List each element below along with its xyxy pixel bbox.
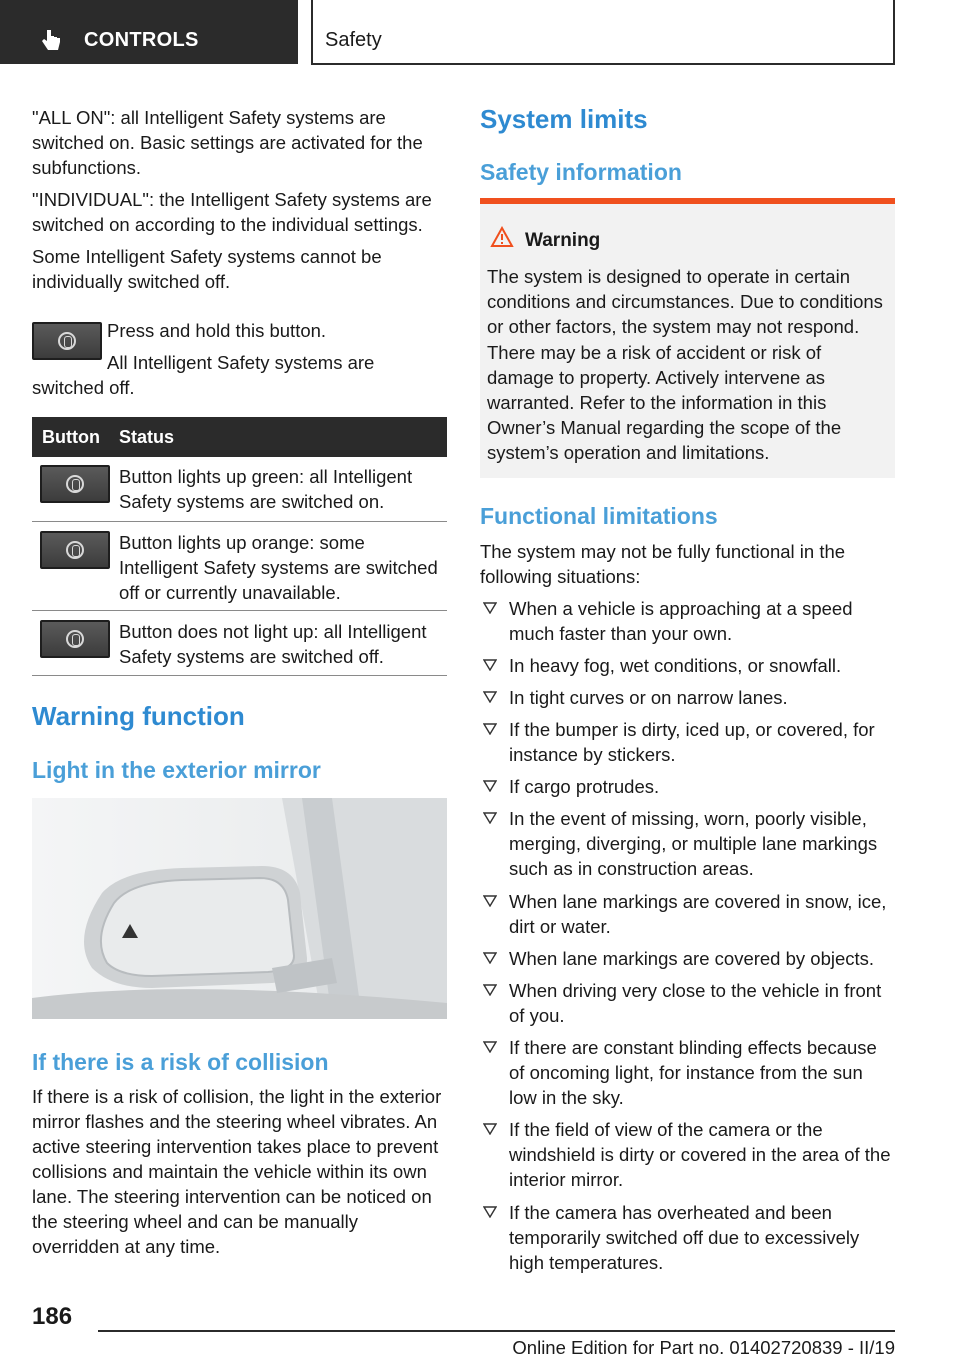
safety-icon: [66, 630, 84, 648]
bullet-arrow-icon: [483, 691, 497, 703]
list-item-text: If the field of view of the camera or the windshield is dirty or covered in the area of the interior mirror.: [509, 1119, 891, 1191]
warning-text: The system is designed to operate in certain conditions and circumstances. Due to conditions or other factors, the system may not respond. There may be a risk of accident or risk of damage to property. Actively intervene as warranted. Refer to the information in this Owner’s Manual regarding the scope of the system’s operation and limitations.: [487, 266, 883, 464]
safety-button-image: [40, 620, 110, 658]
list-item-text: In heavy fog, wet conditions, or snowfall.: [509, 655, 842, 676]
header-divider-right: [893, 0, 895, 64]
paragraph-all-on: "ALL ON": all Intelligent Safety systems are switched on. Basic settings are activated for the subfunctions.: [32, 107, 423, 178]
status-cell: Button does not light up: all Intelligent Safety systems are switched off.: [119, 621, 427, 667]
paragraph-individual: "INDIVIDUAL": the Intelligent Safety systems are switched on according to the individual settings.: [32, 189, 432, 235]
hand-pointer-icon: [40, 28, 62, 54]
table-header: [32, 417, 447, 457]
status-cell: Button lights up green: all Intelligent Safety systems are switched on.: [119, 466, 413, 512]
heading-safety-information: Safety information: [480, 159, 682, 185]
controls-tab-label: CONTROLS: [84, 29, 199, 51]
list-item-text: In the event of missing, worn, poorly visible, merging, diverging, or multiple lane markings such as in construction areas.: [509, 808, 878, 880]
safety-button-image: [32, 322, 102, 360]
column-header-button: Button: [42, 427, 100, 447]
bullet-arrow-icon: [483, 723, 497, 735]
section-title: Safety: [325, 29, 382, 51]
table-row: [32, 522, 447, 611]
footer-rule: [98, 1330, 895, 1332]
bullet-arrow-icon: [483, 659, 497, 671]
header-underline: [311, 63, 895, 65]
all-off-text-cont: switched off.: [32, 377, 135, 398]
footer-edition: Online Edition for Part no. 01402720839 - II/19: [512, 1337, 895, 1358]
bullet-arrow-icon: [483, 780, 497, 792]
list-item-text: When a vehicle is approaching at a speed much faster than your own.: [509, 598, 853, 645]
row-divider: [32, 675, 447, 676]
safety-icon: [58, 332, 76, 350]
heading-light-mirror: Light in the exterior mirror: [32, 757, 321, 783]
list-item-text: If cargo protrudes.: [509, 776, 660, 797]
bullet-arrow-icon: [483, 602, 497, 614]
list-item-text: If the camera has overheated and been temporarily switched off due to excessively high temperatures.: [509, 1202, 860, 1274]
page-number: 186: [32, 1303, 73, 1330]
bullet-arrow-icon: [483, 812, 497, 824]
list-item-text: When lane markings are covered by objects.: [509, 948, 875, 969]
bullet-arrow-icon: [483, 952, 497, 964]
heading-functional-limitations: Functional limitations: [480, 503, 718, 529]
list-item-text: If there are constant blinding effects because of oncoming light, for instance from the sun low in the sky.: [509, 1037, 877, 1109]
safety-button-image: [40, 531, 110, 569]
warning-title: Warning: [525, 230, 601, 251]
list-item-text: When driving very close to the vehicle in front of you.: [509, 980, 882, 1027]
bullet-arrow-icon: [483, 895, 497, 907]
list-item-text: In tight curves or on narrow lanes.: [509, 687, 788, 708]
safety-icon: [66, 541, 84, 559]
bullet-arrow-icon: [483, 1041, 497, 1053]
column-header-status: Status: [119, 427, 175, 447]
header-divider: [311, 0, 313, 64]
warning-box: [480, 198, 895, 478]
paragraph-cannot-switch: Some Intelligent Safety systems cannot be individually switched off.: [32, 246, 382, 292]
heading-warning-function: Warning function: [32, 701, 245, 731]
controls-tab[interactable]: [0, 0, 298, 64]
exterior-mirror-image: [32, 798, 447, 1019]
warning-triangle-icon: [490, 226, 514, 248]
table-row: [32, 611, 447, 676]
functional-intro: The system may not be fully functional in the following situations:: [480, 541, 846, 587]
heading-risk-collision: If there is a risk of collision: [32, 1049, 329, 1075]
list-item-text: When lane markings are covered in snow, ice, dirt or water.: [509, 891, 887, 938]
table-row: [32, 457, 447, 522]
all-off-text: All Intelligent Safety systems are: [107, 352, 375, 373]
collision-paragraph: If there is a risk of collision, the light in the exterior mirror flashes and the steering wheel vibrates. An active steering intervention takes place to prevent collisions and maintain the vehicle within its own lane. The steering intervention can be noticed on the steering wheel and can be manually overridden at any time.: [32, 1086, 442, 1257]
list-item-text: If the bumper is dirty, iced up, or covered, for instance by stickers.: [509, 719, 875, 766]
status-cell: Button lights up orange: some Intelligent Safety systems are switched off or currently unavailable.: [119, 532, 438, 603]
safety-icon: [66, 475, 84, 493]
bullet-arrow-icon: [483, 984, 497, 996]
mirror-illustration: [32, 798, 447, 1019]
bullet-arrow-icon: [483, 1123, 497, 1135]
heading-system-limits: System limits: [480, 104, 648, 134]
press-hold-text: Press and hold this button.: [107, 320, 327, 341]
bullet-arrow-icon: [483, 1206, 497, 1218]
safety-button-image: [40, 465, 110, 503]
